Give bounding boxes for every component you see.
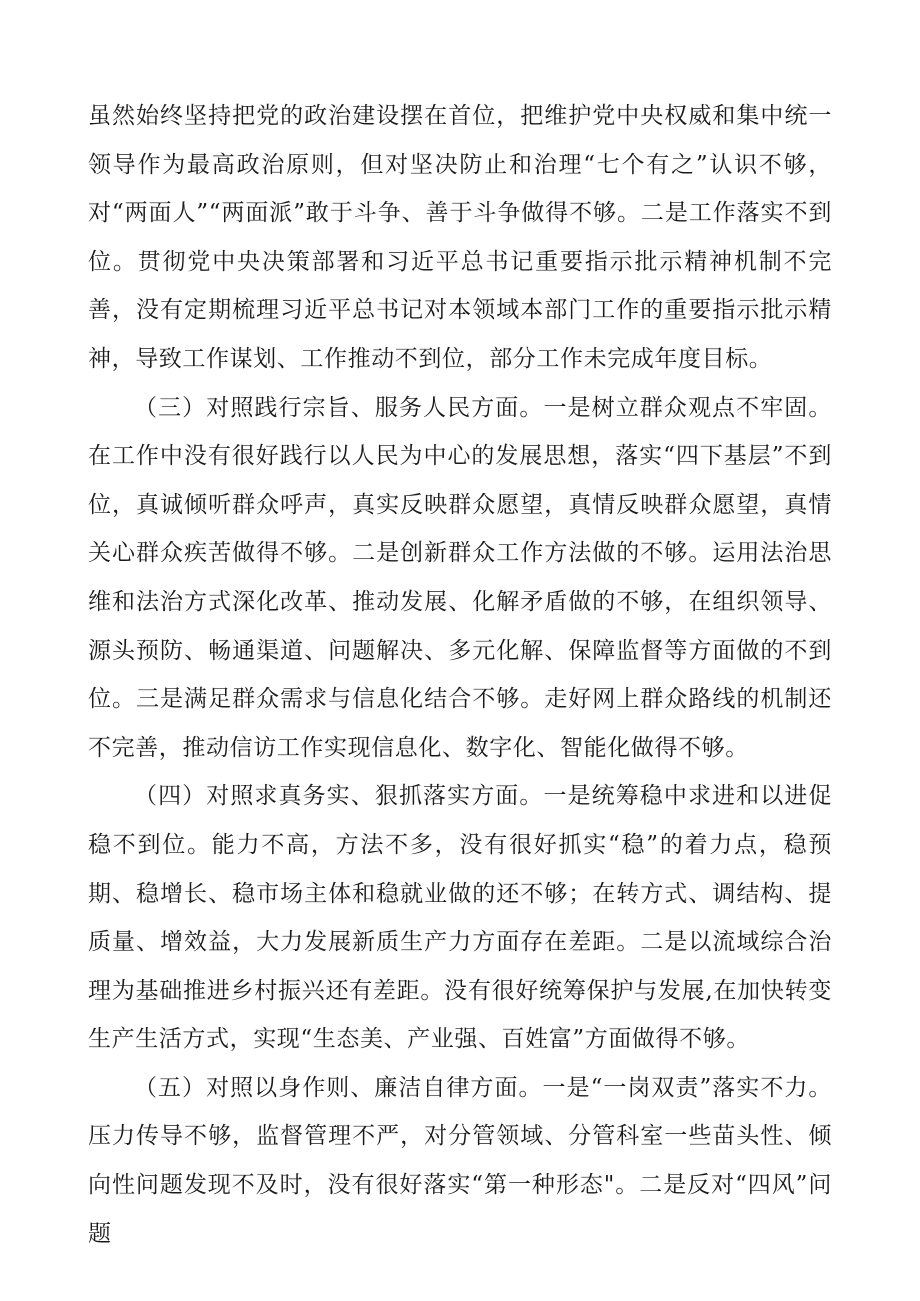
paragraph-section-4: （四）对照求真务实、狠抓落实方面。一是统筹稳中求进和以进促稳不到位。能力不高，方法不多，没有很好抓实“稳”的着力点，稳预期、稳增长、稳市场主体和稳就业做的还不够；在转方式、调结构、提质量、增效益，大力发展新质生产力方面存在差距。二是以流域综合治理为基础推进乡村振兴还有差距。没有很好统筹保护与发展,在加快转变生产生活方式，实现“生态美、产业强、百姓富”方面做得不够。 [88, 783, 832, 1053]
paragraph-section-3: （三）对照践行宗旨、服务人民方面。一是树立群众观点不牢固。在工作中没有很好践行以人民为中心的发展思想，落实“四下基层”不到位，真诚倾听群众呼声，真实反映群众愿望，真情反映群众愿望，真情关心群众疾苦做得不够。二是创新群众工作方法做的不够。运用法治思维和法治方式深化改革、推动发展、化解矛盾做的不够，在组织领导、源头预防、畅通渠道、问题解决、多元化解、保障监督等方面做的不到位。三是满足群众需求与信息化结合不够。走好网上群众路线的机制还不完善，推动信访工作实现信息化、数字化、智能化做得不够。 [88, 394, 832, 761]
paragraph-continuation: 虽然始终坚持把党的政治建设摆在首位，把维护党中央权威和集中统一领导作为最高政治原则，但对坚决防止和治理“七个有之”认识不够，对“两面人”“两面派”敢于斗争、善于斗争做得不够。二是工作落实不到位。贯彻党中央决策部署和习近平总书记重要指示批示精神机制不完善，没有定期梳理习近平总书记对本领域本部门工作的重要指示批示精神，导致工作谋划、工作推动不到位，部分工作未完成年度目标。 [88, 103, 832, 372]
paragraph-section-5: （五）对照以身作则、廉洁自律方面。一是“一岗双责”落实不力。压力传导不够，监督管理不严，对分管领域、分管科室一些苗头性、倾向性问题发现不及时，没有很好落实“第一种形态"。二是反对“四风”问题 [88, 1074, 832, 1247]
document-page [88, 92, 832, 1258]
